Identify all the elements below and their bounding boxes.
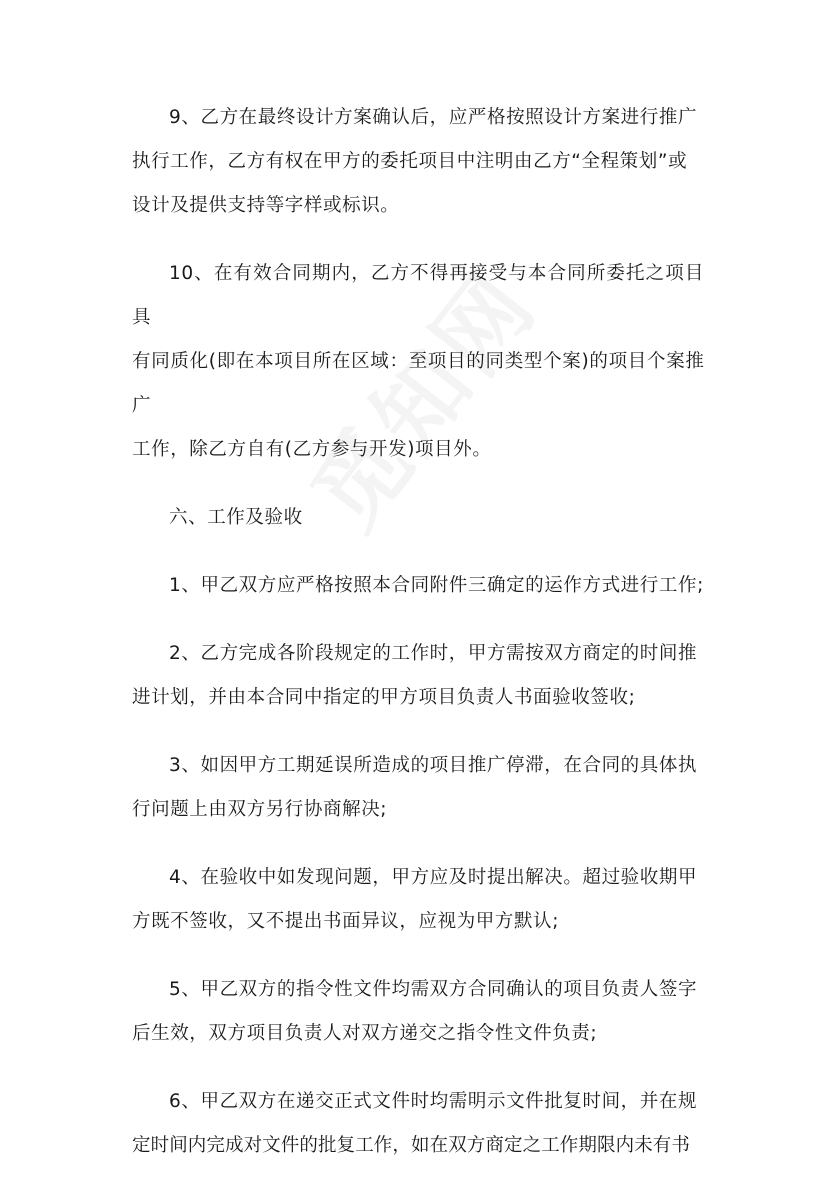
paragraph-line: 1、甲乙双方应严格按照本合同附件三确定的运作方式进行工作;: [169, 575, 704, 596]
paragraph-line: 进计划，并由本合同中指定的甲方项目负责人书面验收签收;: [132, 687, 636, 708]
paragraph-line: 10、在有效合同期内，乙方不得再接受与本合同所委托之项目具: [132, 263, 704, 328]
paragraph-10: [132, 252, 704, 472]
clause-6: [132, 1080, 704, 1168]
paragraph-line: 后生效，双方项目负责人对双方递交之指令性文件负责;: [132, 1023, 598, 1044]
paragraph-9: [132, 96, 704, 228]
clause-4: [132, 856, 704, 944]
paragraph-line: 4、在验收中如发现问题，甲方应及时提出解决。超过验收期甲: [169, 867, 698, 888]
section-title: 六、工作及验收: [169, 507, 303, 528]
paragraph-line: 方既不签收，又不提出书面异议，应视为甲方默认;: [132, 911, 560, 932]
paragraph-line: 定时间内完成对文件的批复工作，如在双方商定之工作期限内未有书: [132, 1135, 691, 1156]
paragraph-line: 5、甲乙双方的指令性文件均需双方合同确认的项目负责人签字: [169, 979, 698, 1000]
paragraph-line: 有同质化(即在本项目所在区域：至项目的同类型个案)的项目个案推广: [132, 351, 704, 416]
paragraph-line: 2、乙方完成各阶段规定的工作时，甲方需按双方商定的时间推: [169, 643, 698, 664]
clause-2: [132, 632, 704, 720]
paragraph-line: 9、乙方在最终设计方案确认后，应严格按照设计方案进行推广: [169, 107, 698, 128]
clause-3: [132, 744, 704, 832]
paragraph-line: 行问题上由双方另行协商解决;: [132, 799, 388, 820]
clause-5: [132, 968, 704, 1056]
paragraph-line: 3、如因甲方工期延误所造成的项目推广停滞，在合同的具体执: [169, 755, 698, 776]
paragraph-line: 执行工作，乙方有权在甲方的委托项目中注明由乙方“全程策划”或: [132, 151, 688, 172]
clause-1: [132, 564, 704, 608]
paragraph-line: 6、甲乙双方在递交正式文件时均需明示文件批复时间，并在规: [169, 1091, 698, 1112]
paragraph-line: 工作，除乙方自有(乙方参与开发)项目外。: [132, 439, 492, 460]
paragraph-line: 设计及提供支持等字样或标识。: [132, 195, 400, 216]
section-heading: [132, 496, 704, 540]
document-body: [132, 96, 704, 1192]
